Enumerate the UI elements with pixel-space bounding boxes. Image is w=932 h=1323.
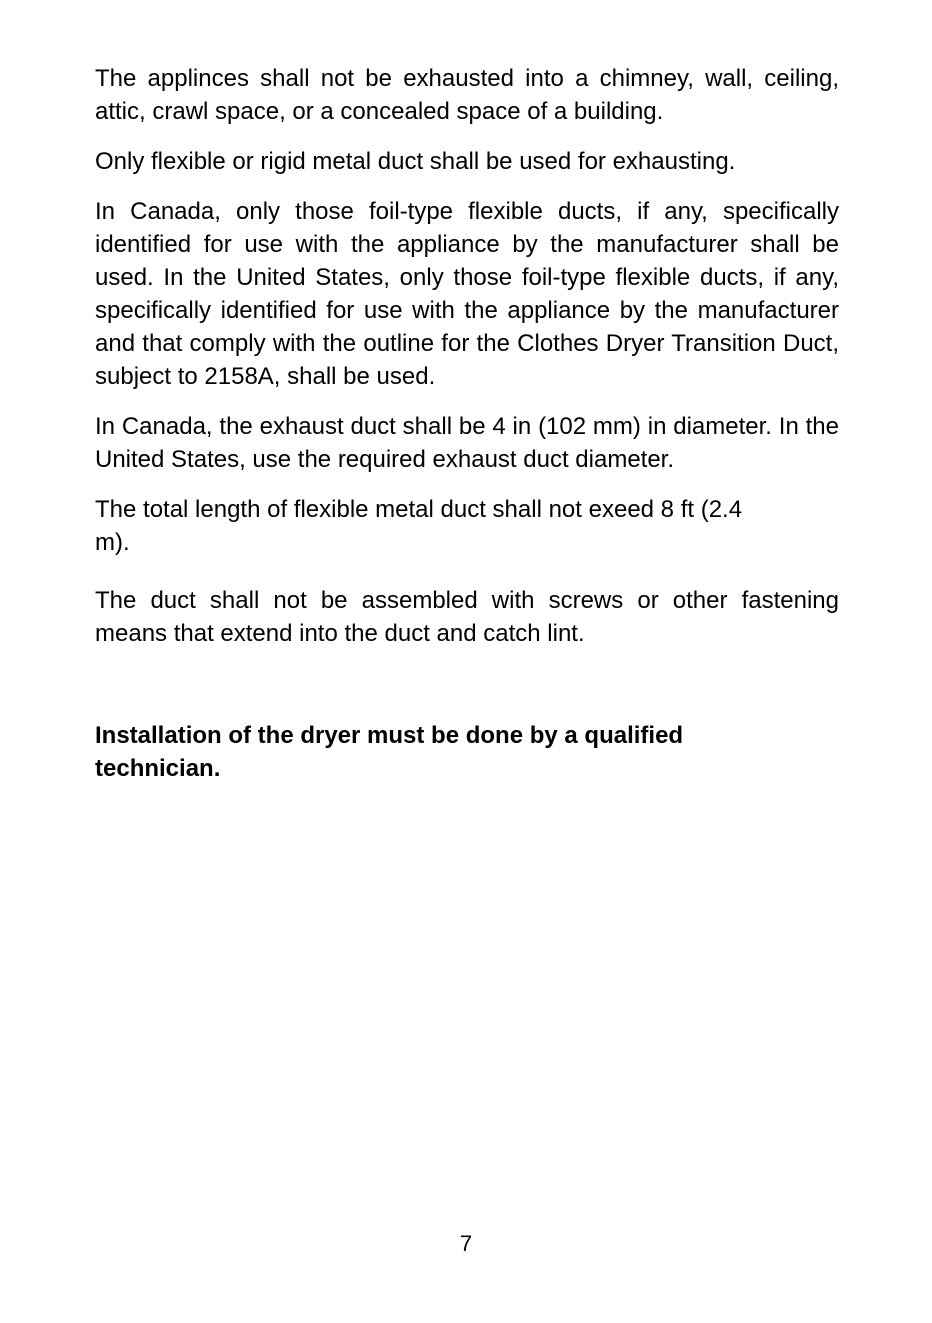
paragraph-foil-duct-rules: In Canada, only those foil-type flexible ducts, if any, specifically identified for use with the appliance by the manufacturer shall be used. In the United States, only those foil-type flexible ducts, if any, specifically identified for use with the appliance by the manufacturer and that comply with the outline for the Clothes Dryer Transition Duct, subject to 2158A, shall be used. xyxy=(95,198,839,390)
paragraph-duct-length: The total length of flexible metal duct shall not exeed 8 ft (2.4 m). xyxy=(95,496,743,556)
paragraph-duct-material: Only flexible or rigid metal duct shall be used for exhausting. xyxy=(95,148,736,175)
paragraph-exhaust-restrictions: The applinces shall not be exhausted into a chimney, wall, ceiling, attic, crawl space, or a concealed space of a building. xyxy=(95,65,839,125)
installation-warning: Installation of the dryer must be done by a qualified technician. xyxy=(95,722,684,782)
paragraph-duct-diameter: In Canada, the exhaust duct shall be 4 in (102 mm) in diameter. In the United States, use the required exhaust duct diameter. xyxy=(95,413,839,473)
page-number: 7 xyxy=(459,1231,473,1256)
document-body xyxy=(95,62,839,785)
paragraph-duct-fastening: The duct shall not be assembled with screws or other fastening means that extend into the duct and catch lint. xyxy=(95,587,839,647)
